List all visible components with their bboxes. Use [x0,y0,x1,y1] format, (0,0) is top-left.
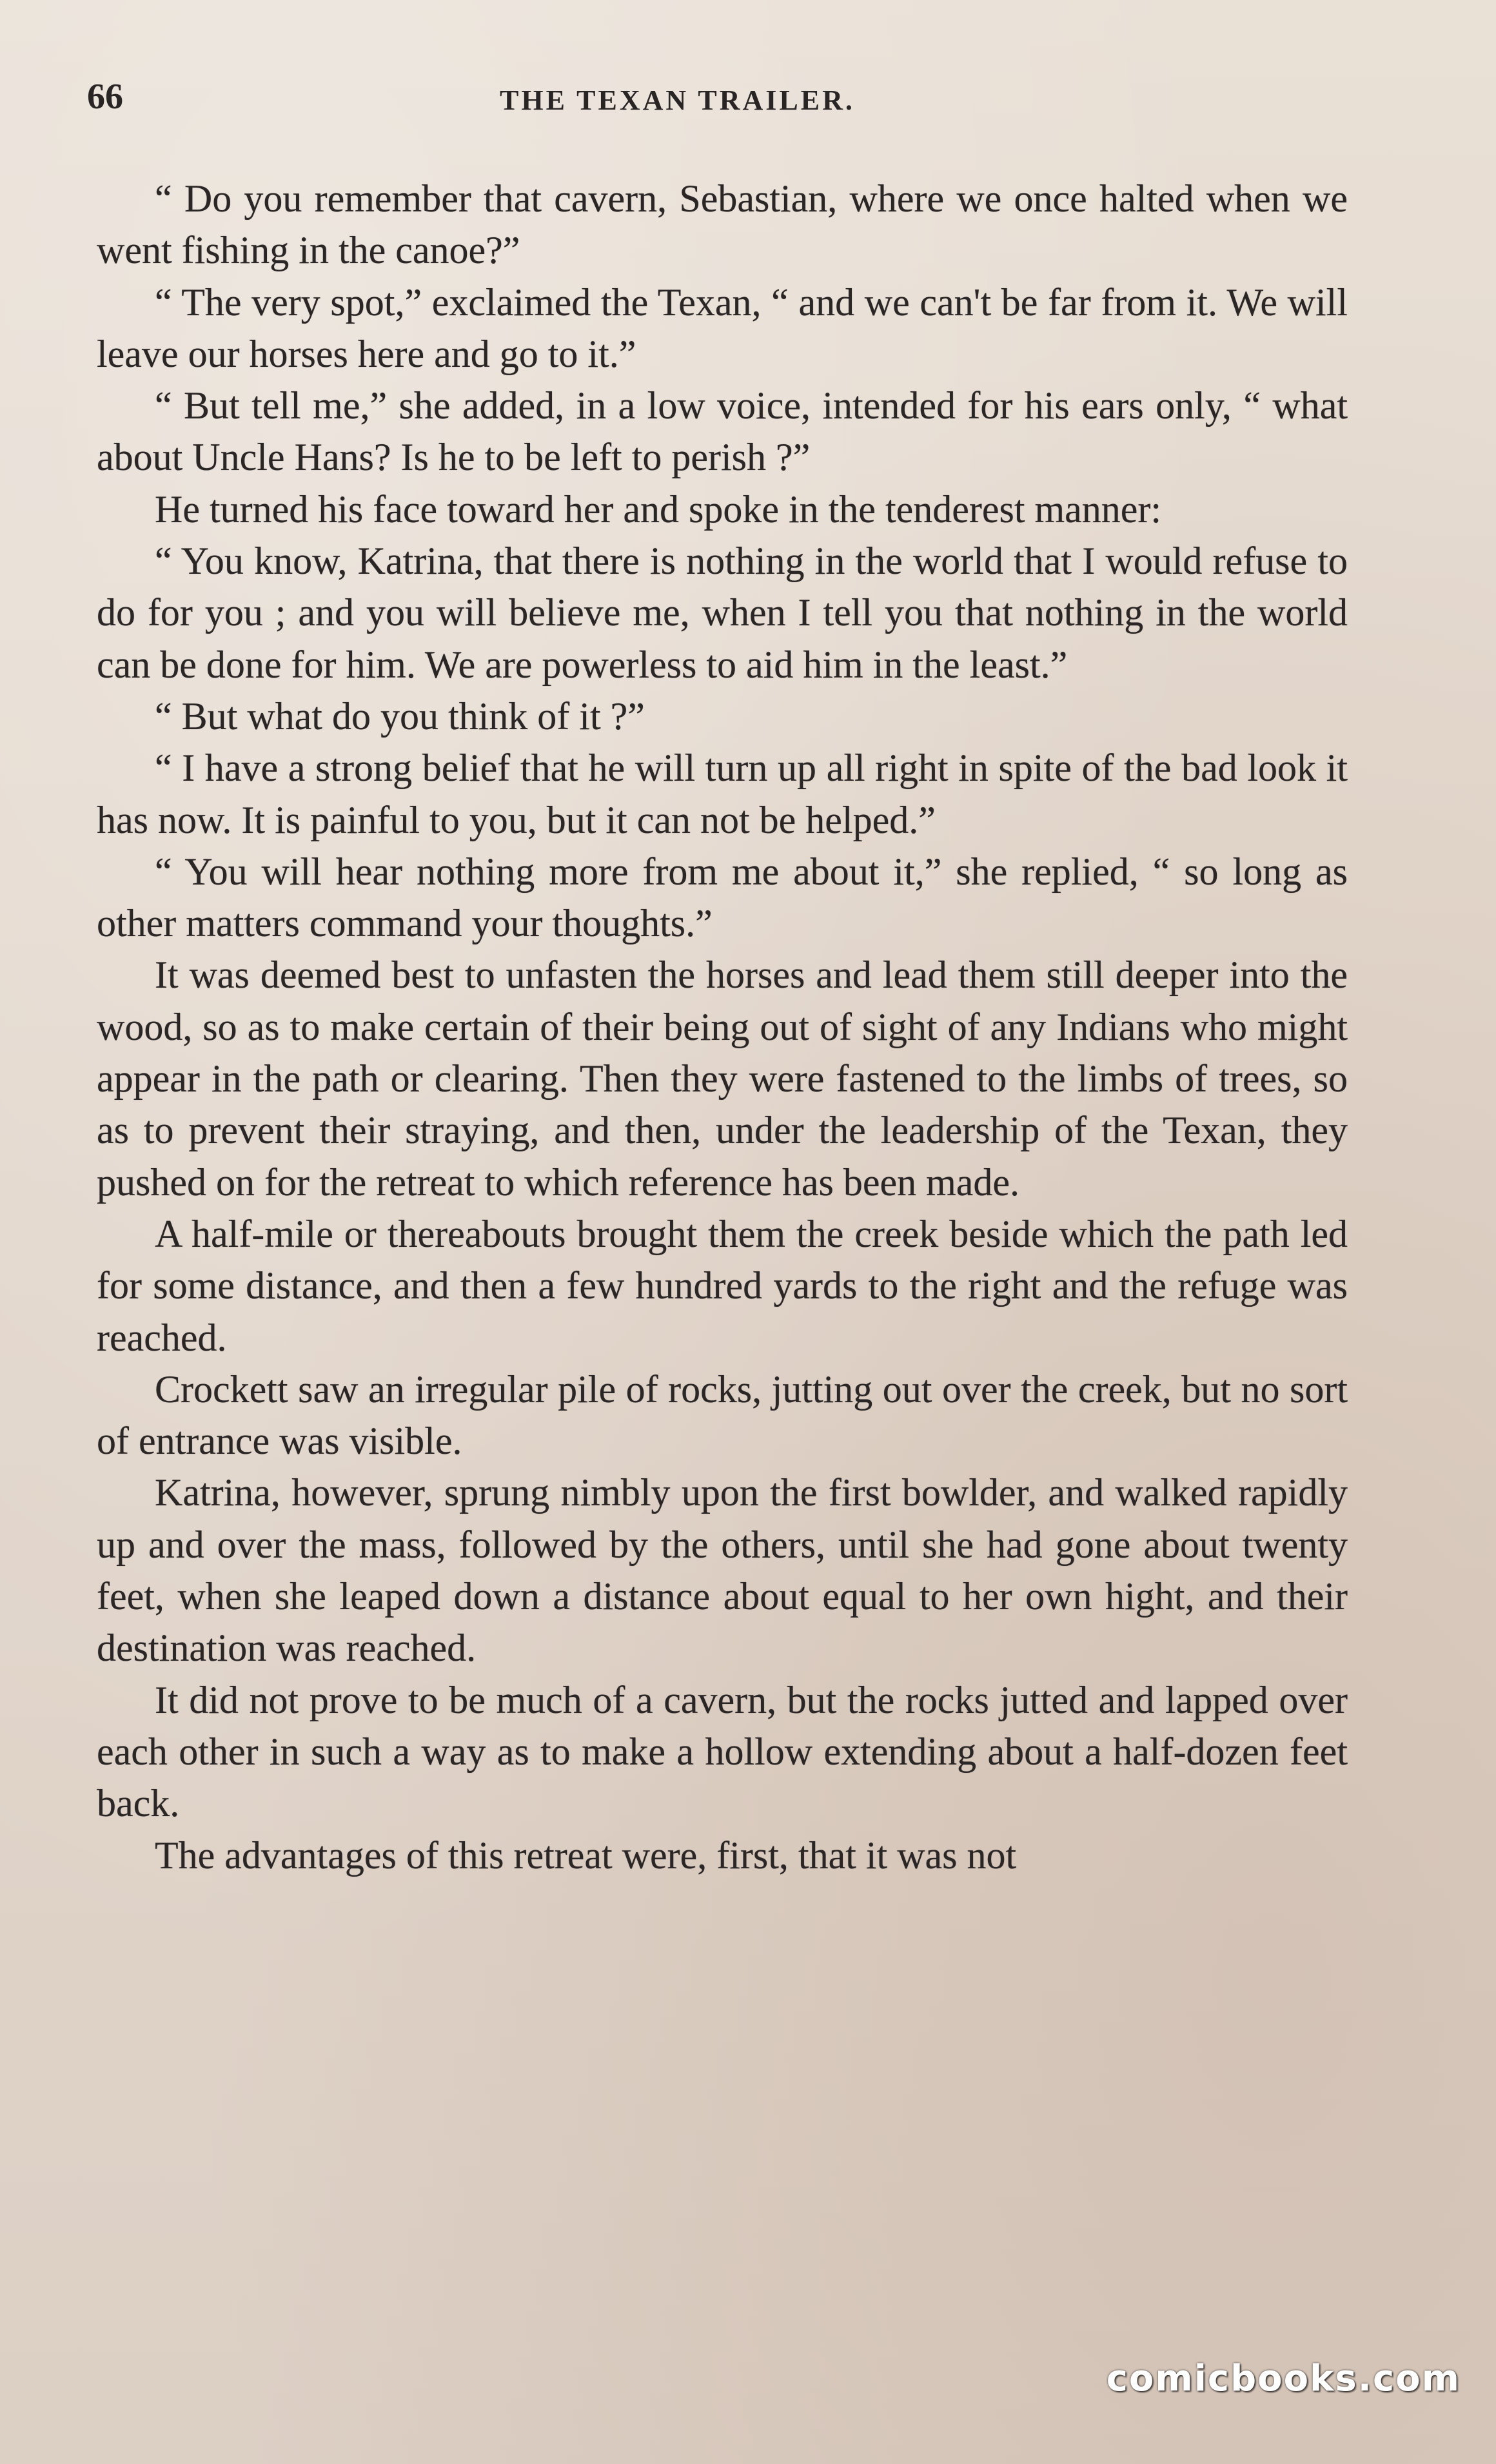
watermark: comicbooks.com [1106,2358,1461,2400]
page-number: 66 [87,77,123,117]
paragraph: “ You will hear nothing more from me about it,” she replied, “ so long as other matters command your thoughts.” [97,850,1348,945]
body-text [97,173,1348,1881]
paragraph: It was deemed best to unfasten the horses and lead them still deeper into the wood, so as to make certain of their being out of sight of any Indians who might appear in the path or clearing. Then they were fastened to the limbs of trees, so as to prevent their straying, and then, under the leadership of the Texan, they pushed on for the retreat to which reference has been made. [97,953,1348,1204]
page-header [87,76,1344,128]
paragraph: He turned his face toward her and spoke in the tenderest manner: [155,487,1162,531]
paragraph: Crockett saw an irregular pile of rocks, jutting out over the creek, but no sort of entrance was visible. [97,1367,1348,1463]
paragraph: “ I have a strong belief that he will turn up all right in spite of the bad look it has now. It is painful to you, but it can not be helped.” [97,747,1348,841]
running-title: THE TEXAN TRAILER. [500,84,855,116]
paragraph: It did not prove to be much of a cavern, but the rocks jutted and lapped over each other in such a way as to make a hollow extending about a half-dozen feet back. [97,1678,1348,1825]
paragraph: “ But tell me,” she added, in a low voice, intended for his ears only, “ what about Uncle Hans? Is he to be left to perish ?” [97,384,1348,479]
paragraph: Katrina, however, sprung nimbly upon the first bowlder, and walked rapidly up and over the mass, followed by the others, until she had gone about twenty feet, when she leaped down a distance about equal to her own hight, and their destination was reached. [97,1471,1348,1670]
paragraph: “ Do you remember that cavern, Sebastian, where we once halted when we went fishing in the canoe?” [97,177,1348,272]
paragraph: A half-mile or thereabouts brought them the creek beside which the path led for some distance, and then a few hundred yards to the right and the refuge was reached. [97,1212,1348,1359]
paragraph: The advantages of this retreat were, first, that it was not [155,1833,1017,1877]
paragraph: “ You know, Katrina, that there is nothing in the world that I would refuse to do for you ; and you will believe me, when I tell you that nothing in the world can be done for him. We are powerless to aid him in the least.” [97,540,1348,686]
paragraph: “ But what do you think of it ?” [155,694,645,738]
paragraph: “ The very spot,” exclaimed the Texan, “ and we can't be far from it. We will leave our horses here and go to it.” [97,280,1348,375]
